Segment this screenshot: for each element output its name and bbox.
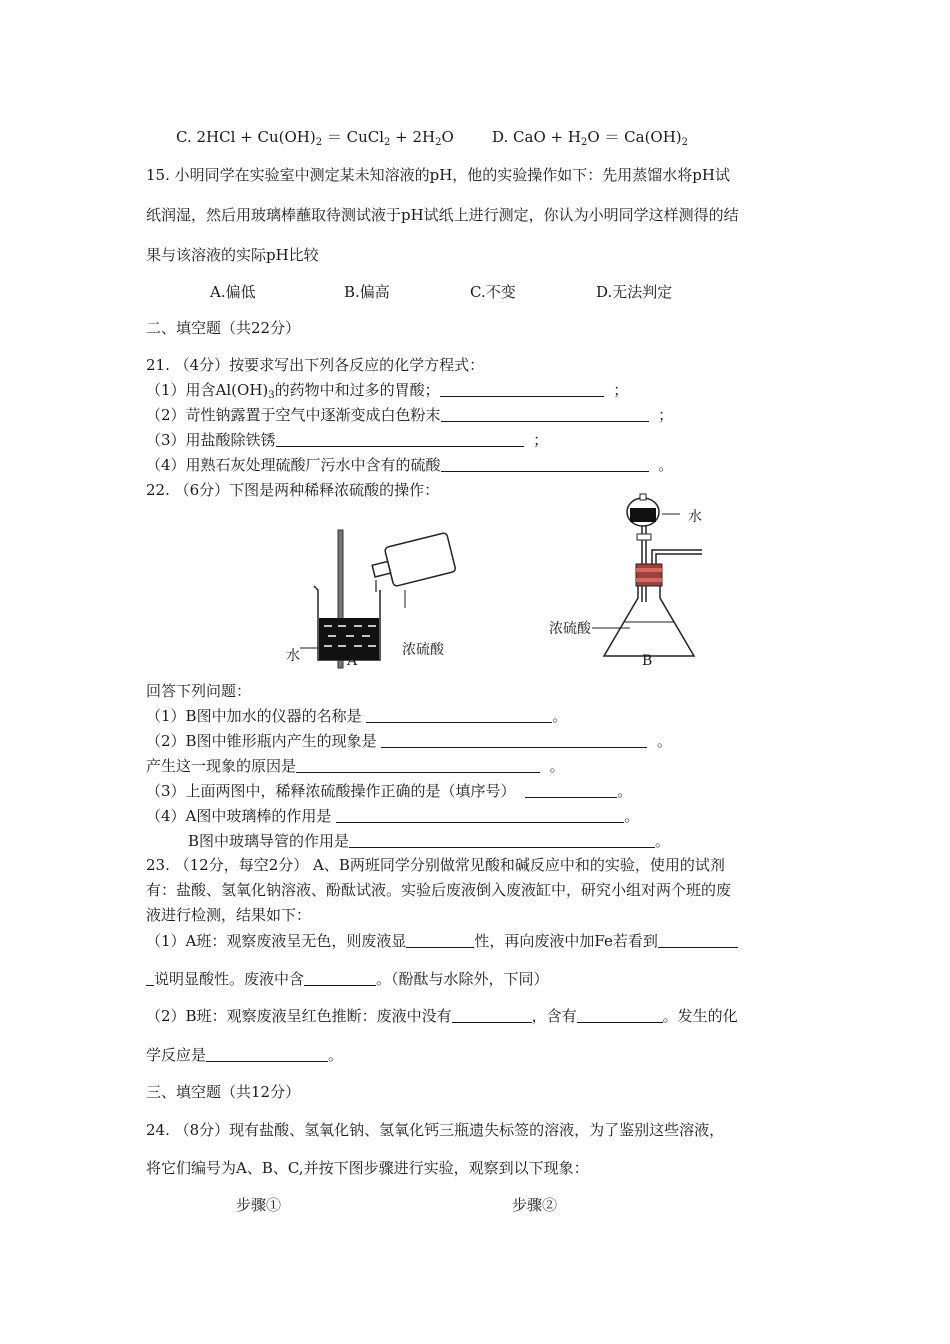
answer-blank[interactable] xyxy=(452,1008,532,1023)
q21-part-1: （1）用含$Al(OH)_3$的药物中和过多的胃酸； ； xyxy=(146,381,629,401)
figure-a-acid-label: 浓硫酸 xyxy=(402,642,444,658)
q15-option-d: D.无法判定 xyxy=(596,283,673,301)
glass-conduit xyxy=(652,550,702,564)
q23-part-2-cont: 学反应是 。 xyxy=(146,1046,344,1064)
answer-blank[interactable] xyxy=(406,933,474,948)
q22-stem: 22. （6分）下图是两种稀释浓硫酸的操作： xyxy=(146,481,440,499)
q21-stem: 21. （4分）按要求写出下列各反应的化学方程式： xyxy=(146,356,485,374)
q21-part-2: （2）苛性钠露置于空气中逐渐变成白色粉末 ； xyxy=(146,406,674,424)
q23-part-1-cont: 说明显酸性。废液中含 。（酚酞与水除外，下同） xyxy=(146,970,549,988)
q21-part-3: （3）用盐酸除铁锈 ； xyxy=(146,431,549,449)
q15-line-1: 15. 小明同学在实验室中测定某未知溶液的pH，他的实验操作如下：先用蒸馏水将pH试 xyxy=(146,166,730,184)
figure-a-water-label: 水 xyxy=(286,648,300,664)
answer-blank[interactable] xyxy=(366,708,552,723)
q24-line-1: 24. （8分）现有盐酸、氢氧化钠、氢氧化钙三瓶遗失标签的溶液，为了鉴别这些溶液， xyxy=(146,1121,725,1139)
q22-part-4b: B图中玻璃导管的作用是 。 xyxy=(188,832,671,850)
q15-option-a: A.偏低 xyxy=(210,283,256,301)
q22-part-2-reason: 产生这一现象的原因是 。 xyxy=(146,757,565,775)
q23-line-1: 23. （12分，每空2分） A、B两班同学分别做常见酸和碱反应中和的实验，使用的试剂 xyxy=(146,856,725,874)
answer-blank[interactable] xyxy=(658,933,738,948)
reagent-bottle xyxy=(369,532,456,590)
figure-b-acid-label: 浓硫酸 xyxy=(549,621,591,637)
answer-blank[interactable] xyxy=(296,758,540,773)
q24-step-1: 步骤① xyxy=(236,1196,282,1214)
figure-a-letter: A xyxy=(347,653,358,669)
q14-option-d: D. CaO + $H_2O = Ca(OH)_2$ xyxy=(492,128,689,148)
q22-part-3: （3）上面两图中，稀释浓硫酸操作正确的是（填序号） 。 xyxy=(146,782,633,800)
answer-blank[interactable] xyxy=(441,457,649,472)
q24-step-2: 步骤② xyxy=(512,1196,558,1214)
stopper xyxy=(636,564,662,586)
answer-blank[interactable] xyxy=(304,971,376,986)
section-3-title: 三、填空题（共12分） xyxy=(146,1083,301,1101)
answer-blank[interactable] xyxy=(525,783,617,798)
answer-blank[interactable] xyxy=(336,808,624,823)
q15-option-b: B.偏高 xyxy=(344,283,390,301)
q22-answer-intro: 回答下列问题： xyxy=(146,682,252,700)
answer-blank[interactable] xyxy=(206,1047,328,1062)
figure-b-letter: B xyxy=(642,653,653,669)
q21-part-4: （4）用熟石灰处理硫酸厂污水中含有的硫酸 。 xyxy=(146,456,674,474)
q23-part-1: （1）A班：观察废液呈无色，则废液显 性，再向废液中加Fe若看到 xyxy=(146,932,738,950)
figure-a-diagram xyxy=(280,520,480,680)
conical-flask xyxy=(604,586,694,656)
q23-part-2: （2）B班：观察废液呈红色推断：废液中没有 ，含有 。发生的化 xyxy=(146,1007,738,1025)
q24-line-2: 将它们编号为A、B、C,并按下图步骤进行实验，观察到以下现象： xyxy=(146,1159,589,1177)
answer-blank[interactable] xyxy=(440,382,604,397)
q14-option-c: C. $2HCl + Cu(OH)_2$ ＝ CuCl$_2$ + $2H_2O$ xyxy=(176,128,454,148)
q23-line-2: 有：盐酸、氢氧化钠溶液、酚酞试液。实验后废液倒入废液缸中，研究小组对两个班的废 xyxy=(146,881,732,899)
figure-b-water-label: 水 xyxy=(688,509,702,525)
answer-blank[interactable] xyxy=(381,733,647,748)
answer-blank[interactable] xyxy=(349,833,655,848)
q15-line-2: 纸润湿，然后用玻璃棒蘸取待测试液于pH试纸上进行测定，你认为小明同学这样测得的结 xyxy=(146,206,739,224)
q15-option-c: C.不变 xyxy=(470,283,516,301)
q15-line-3: 果与该溶液的实际pH比较 xyxy=(146,246,319,264)
answer-blank[interactable] xyxy=(276,432,524,447)
q22-part-2: （2）B图中锥形瓶内产生的现象是 。 xyxy=(146,732,672,750)
answer-blank[interactable] xyxy=(146,971,154,986)
answer-blank[interactable] xyxy=(441,407,649,422)
answer-blank[interactable] xyxy=(577,1008,663,1023)
q22-part-1: （1）B图中加水的仪器的名称是 。 xyxy=(146,707,568,725)
q23-line-3: 液进行检测，结果如下： xyxy=(146,906,312,924)
section-2-title: 二、填空题（共22分） xyxy=(146,319,301,337)
q22-part-4: （4）A图中玻璃棒的作用是 。 xyxy=(146,807,640,825)
